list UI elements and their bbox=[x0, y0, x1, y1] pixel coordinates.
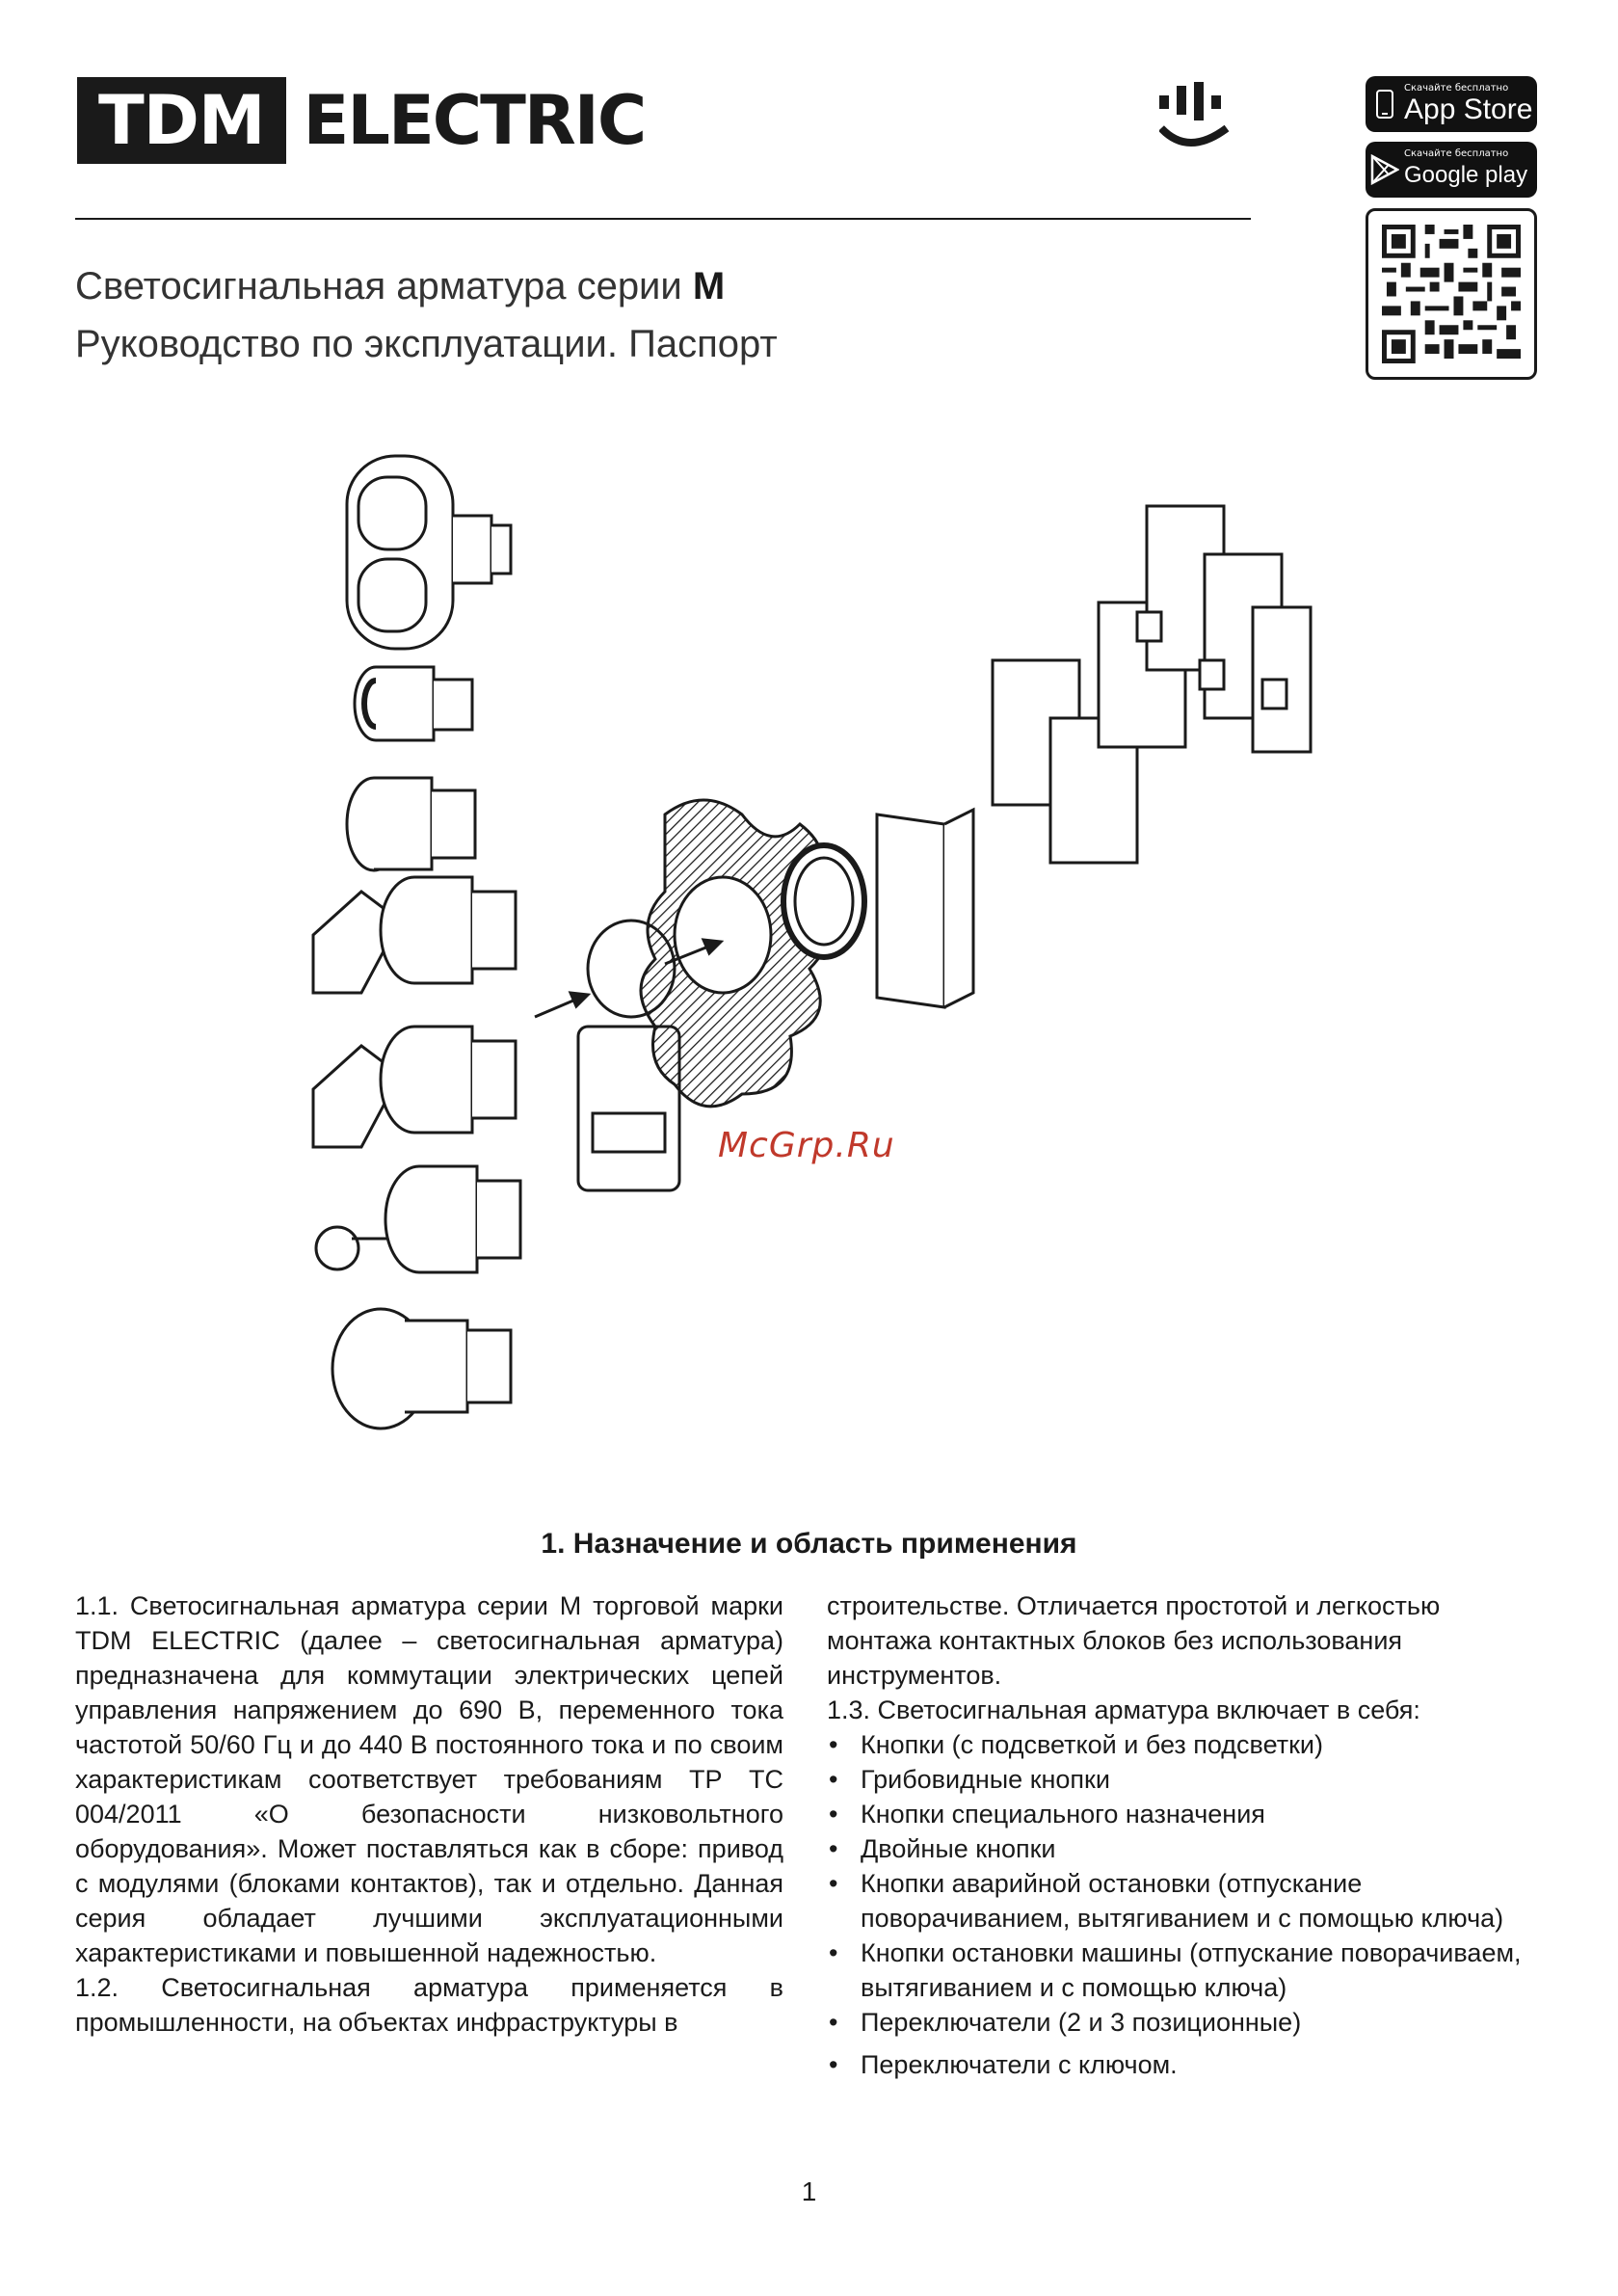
logo-box: TDM bbox=[77, 77, 286, 164]
header-divider bbox=[75, 218, 1251, 220]
title-series-text: Светосигнальная арматура серии bbox=[75, 265, 693, 307]
section-heading: 1. Назначение и область применения bbox=[541, 1528, 1077, 1560]
qr-code-icon bbox=[1382, 225, 1521, 363]
app-store-label: App Store bbox=[1404, 93, 1533, 125]
app-store-small-text: Скачайте бесплатно bbox=[1404, 83, 1509, 93]
paragraph-1-2-continued: строительстве. Отличается простотой и легкостью монтажа контактных блоков без использования инструментов. bbox=[827, 1591, 1441, 1690]
list-item: • Кнопки специального назначения bbox=[827, 1797, 1545, 1831]
list-item: • Переключатели (2 и 3 позиционные) bbox=[827, 2005, 1545, 2040]
google-play-small-text: Скачайте бесплатно bbox=[1404, 148, 1509, 159]
smile-logo-icon bbox=[1159, 82, 1246, 164]
app-store-badge[interactable] bbox=[1366, 76, 1537, 132]
google-play-badge[interactable] bbox=[1366, 142, 1537, 198]
list-item: • Кнопки аварийной остановки (отпускание поворачиванием, вытягиванием и с помощью ключа) bbox=[827, 1866, 1545, 1936]
title-series-letter: M bbox=[692, 265, 726, 307]
apple-phone-icon bbox=[1366, 90, 1404, 119]
list-item: • Кнопки остановки машины (отпускание поворачиваем, вытягиванием и с помощью ключа) bbox=[827, 1936, 1545, 2005]
product-list bbox=[827, 1727, 1545, 2082]
paragraph-1-3: 1.3. Светосигнальная арматура включает в себя: bbox=[827, 1695, 1420, 1724]
google-play-label: Google play bbox=[1404, 162, 1528, 188]
paragraph-1-1: 1.1. Светосигнальная арматура серии М торговой марки TDM ELECTRIC (далее – светосигнальная арматура) предназначена для коммутации электрических цепей управления напряжением до 690 В, переменного тока частотой 50/60 Гц и до 440 В постоянного тока и по своим характеристикам соответствует требованиям ТР ТС 004/2011 «О безопасности низковольтного оборудования». Может поставляться как в сборе: привод с модулями (блоками контактов), так и отдельно. Данная серия обладает лучшими эксплуатационными характеристиками и повышенной надежностью. bbox=[75, 1591, 783, 1967]
page-title-line1 bbox=[75, 265, 725, 308]
list-item: • Переключатели с ключом. bbox=[827, 2047, 1545, 2082]
watermark: McGrp.Ru bbox=[718, 1126, 895, 1165]
logo-text: ELECTRIC bbox=[303, 81, 646, 160]
page-number: 1 bbox=[801, 2176, 817, 2206]
play-triangle-icon bbox=[1366, 154, 1404, 185]
qr-code bbox=[1366, 208, 1537, 380]
product-exploded-illustration bbox=[299, 448, 1320, 1460]
right-column bbox=[827, 1589, 1545, 2082]
left-column bbox=[75, 1589, 783, 2040]
page-title-line2: Руководство по эксплуатации. Паспорт bbox=[75, 323, 778, 365]
list-item: • Двойные кнопки bbox=[827, 1831, 1545, 1866]
paragraph-1-2: 1.2. Светосигнальная арматура применяется в промышленности, на объектах инфраструктуры в bbox=[75, 1973, 783, 2037]
brand-logo bbox=[77, 77, 645, 164]
list-item: • Грибовидные кнопки bbox=[827, 1762, 1545, 1797]
list-item: • Кнопки (с подсветкой и без подсветки) bbox=[827, 1727, 1545, 1762]
